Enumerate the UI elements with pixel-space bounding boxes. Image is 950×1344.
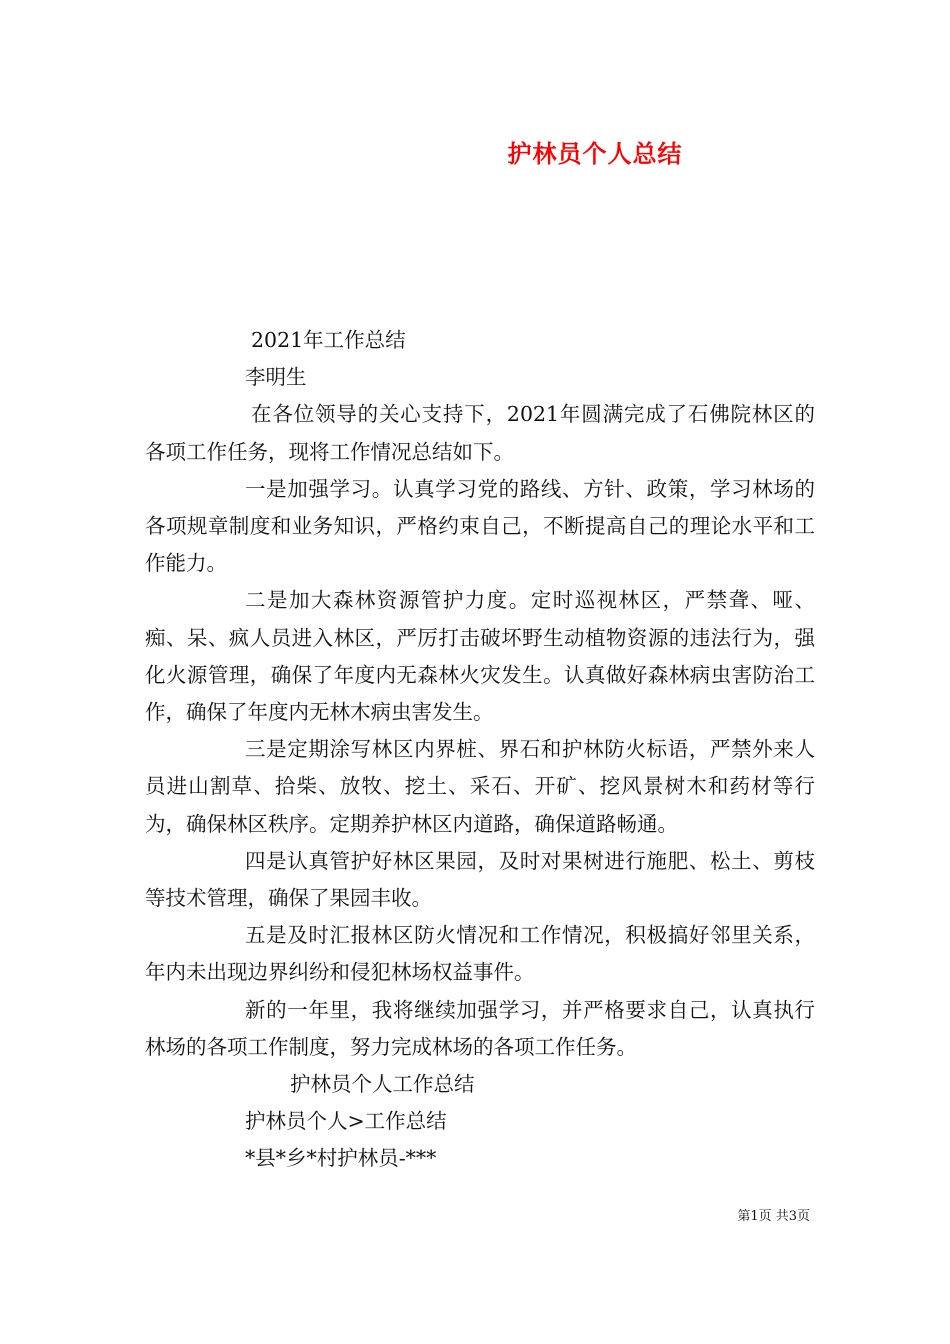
second-title: 护林员个人工作总结 (290, 1072, 475, 1097)
document-body (145, 322, 815, 1178)
page-title: 护林员个人总结 (507, 139, 683, 168)
paragraph-boundary-markers: 三是定期涂写林区内界桩、界石和护林防火标语，严禁外来人员进山割草、拾柴、放牧、挖土、采石、开矿、挖风景树木和药材等行为，确保林区秩序。定期养护林区内道路，确保道路畅通。 (145, 737, 815, 836)
paragraph-orchard: 四是认真管护好林区果园，及时对果树进行施肥、松土、剪枝等技术管理，确保了果园丰收。 (145, 848, 815, 911)
page-number: 第1页 共3页 (737, 1209, 810, 1224)
paragraph-intro: 在各位领导的关心支持下，2021年圆满完成了石佛院林区的各项工作任务，现将工作情况总结如下。 (145, 402, 815, 464)
second-subtitle: 护林员个人>工作总结 (245, 1109, 447, 1134)
second-author: *县*乡*村护林员-*** (245, 1146, 437, 1171)
paragraph-study: 一是加强学习。认真学习党的路线、方针、政策，学习林场的各项规章制度和业务知识，严格约束自己，不断提高自己的理论水平和工作能力。 (145, 476, 815, 576)
paragraph-new-year: 新的一年里，我将继续加强学习，并严格要求自己，认真执行林场的各项工作制度，努力完成林场的各项工作任务。 (145, 997, 815, 1059)
section-heading: 2021年工作总结 (251, 328, 406, 352)
paragraph-reporting: 五是及时汇报林区防火情况和工作情况，积极搞好邻里关系，年内未出现边界纠纷和侵犯林场权益事件。 (145, 923, 815, 985)
paragraph-forest-protection: 二是加大森林资源管护力度。定时巡视林区，严禁聋、哑、痴、呆、疯人员进入林区，严厉打击破坏野生动植物资源的违法行为，强化火源管理，确保了年度内无森林火灾发生。认真做好森林病虫害防治工作，确保了年度内无林木病虫害发生。 (145, 588, 815, 725)
author-name: 李明生 (245, 365, 307, 390)
